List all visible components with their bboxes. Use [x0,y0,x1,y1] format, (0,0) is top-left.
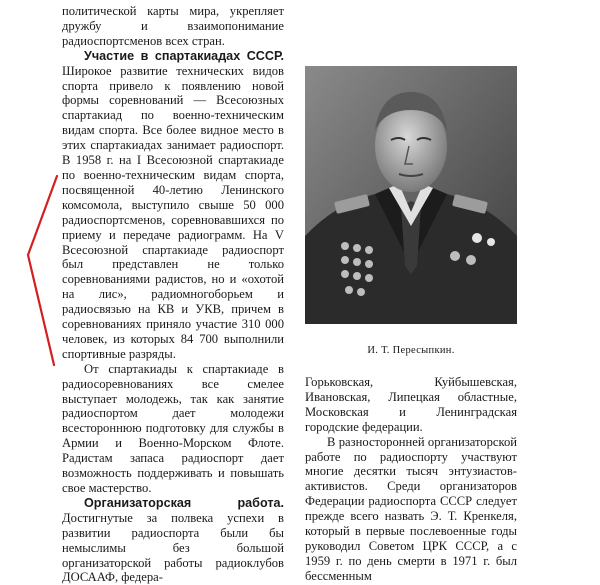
intro-paragraph: политической карты мира, укрепляет дружбу и взаимопонимание радиоспортсменов всех стран. [62,4,284,48]
section-heading-organization: Организаторская работа. [84,495,284,510]
section-text-organization: Достигнутые за полвека успехи в развитии радиоспорта были бы немыслимы без большой организаторской работы радиоклубов ДОСААФ, федера- [62,510,284,585]
federations-paragraph: Горьковская, Куйбышевская, Ивановская, Липецкая областные, Московская и Ленинградская городские федерации. [305,375,517,434]
portrait-photo [305,66,517,324]
section-organization [62,496,284,585]
youth-paragraph: От спартакиады к спартакиаде в радиосоревнованиях все смелее выступает молодежь, так как занятие радиоспортом дает молодежи всестороннюю подготовку для службы в Армии и Военно-Морском Флоте. Радистам запаса радиоспорт дает возможность поддерживать и повышать свое мастерство. [62,361,284,495]
photo-caption: И. Т. Пересыпкин. [367,345,455,356]
section-heading-spartakiada: Участие в спартакиадах СССР. [84,48,284,63]
right-text-column [305,375,517,584]
portrait-illustration [305,66,517,324]
organizers-paragraph: В разносторонней организаторской работе по радиоспорту участвуют многие десятки тысяч энтузиастов-активистов. Среди организаторов Федерации радиоспорта СССР следует прежде всего назвать Э. Т. Кренкеля, который в первые послевоенные годы руководил Советом ЦРК СССР, а с 1959 г. по день смерти в 1971 г. был бессменным [305,434,517,583]
left-text-column [62,4,284,585]
section-text-spartakiada: Широкое развитие технических видов спорта привело к появлению новой формы соревнований — Всесоюзных спартакиад по военно-техническим видам спорта. Все более видное место в этих спартакиадах занимает радиоспорт. В 1958 г. на I Всесоюзной спартакиаде по военно-техническим видам спорта, посвященной 40-летию Ленинского комсомола, выступило свыше 50 000 радиоспортсменов, соревновавшихся по приему и передаче радиограмм. На V Всесоюзной спартакиаде радиоспорт был представлен не только соревнованиями радистов, но и «охотой на лис», радиомногоборьем и радиосвязью на КВ и УКВ, причем в соревнованиях приняло участие 310 000 человек, из которых 84 700 выполнили спортивные разряды. [62,63,284,361]
section-spartakiada [62,49,284,362]
